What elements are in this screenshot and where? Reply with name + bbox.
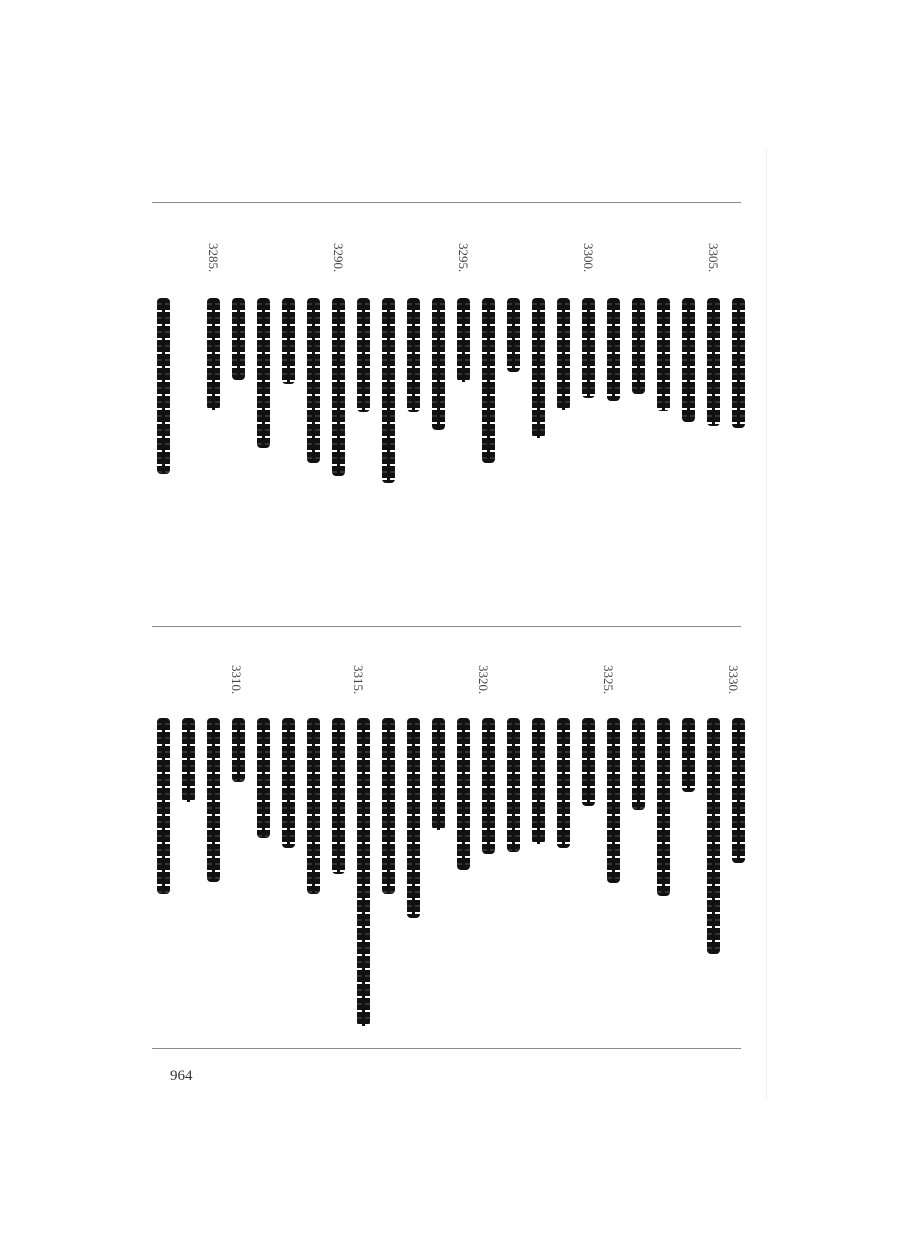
mongolian-script-line	[632, 298, 645, 394]
line-number-3290: 3290.	[331, 243, 346, 273]
mongolian-script-line	[457, 298, 470, 382]
mongolian-script-line	[482, 718, 495, 854]
line-number-3325: 3325.	[601, 665, 616, 695]
mongolian-script-line	[657, 298, 670, 411]
mongolian-script-line	[257, 298, 270, 448]
mongolian-script-line	[682, 718, 695, 792]
mongolian-script-line	[357, 718, 370, 1026]
mongolian-script-line	[582, 718, 595, 806]
line-number-3285: 3285.	[206, 243, 221, 273]
line-number-3315: 3315.	[351, 665, 366, 695]
mongolian-script-line	[457, 718, 470, 870]
mongolian-script-line	[632, 718, 645, 810]
mongolian-script-line	[532, 298, 545, 438]
mongolian-script-line	[657, 718, 670, 896]
mongolian-script-line	[157, 718, 170, 894]
mongolian-script-line	[582, 298, 595, 398]
line-number-3310: 3310.	[229, 665, 244, 695]
mongolian-script-line	[507, 718, 520, 852]
mongolian-script-line	[182, 718, 195, 802]
mongolian-script-line	[407, 298, 420, 412]
mongolian-script-line	[707, 298, 720, 426]
mongolian-script-line	[157, 298, 170, 474]
mongolian-script-line	[257, 718, 270, 838]
mongolian-script-line	[232, 718, 245, 782]
mongolian-script-line	[482, 298, 495, 463]
mongolian-script-line	[732, 298, 745, 428]
mongolian-script-line	[682, 298, 695, 422]
mongolian-script-line	[207, 298, 220, 410]
mongolian-script-line	[557, 298, 570, 410]
mongolian-script-line	[507, 298, 520, 372]
mongolian-script-line	[232, 298, 245, 380]
line-number-3320: 3320.	[476, 665, 491, 695]
mongolian-script-line	[532, 718, 545, 844]
mongolian-script-line	[357, 298, 370, 412]
line-number-3300: 3300.	[581, 243, 596, 273]
mongolian-script-line	[282, 298, 295, 384]
page-number: 964	[170, 1068, 193, 1084]
mongolian-script-line	[557, 718, 570, 848]
mongolian-script-line	[432, 718, 445, 830]
bottom-rule	[152, 1048, 741, 1049]
mongolian-script-line	[307, 298, 320, 463]
mongolian-script-line	[707, 718, 720, 954]
top-rule	[152, 202, 741, 203]
mongolian-script-line	[382, 718, 395, 894]
mongolian-script-line	[607, 718, 620, 883]
mongolian-script-line	[307, 718, 320, 894]
mongolian-script-line	[432, 298, 445, 430]
mongolian-script-line	[332, 718, 345, 874]
mongolian-script-line	[282, 718, 295, 848]
mongolian-script-line	[607, 298, 620, 401]
mongolian-script-line	[382, 298, 395, 483]
mongolian-script-line	[332, 298, 345, 476]
mongolian-script-line	[407, 718, 420, 918]
line-number-3305: 3305.	[706, 243, 721, 273]
mongolian-script-line	[732, 718, 745, 863]
middle-rule	[152, 626, 741, 627]
mongolian-script-line	[207, 718, 220, 882]
page-edge-shadow	[766, 150, 767, 1100]
line-number-3330: 3330.	[726, 665, 741, 695]
line-number-3295: 3295.	[456, 243, 471, 273]
